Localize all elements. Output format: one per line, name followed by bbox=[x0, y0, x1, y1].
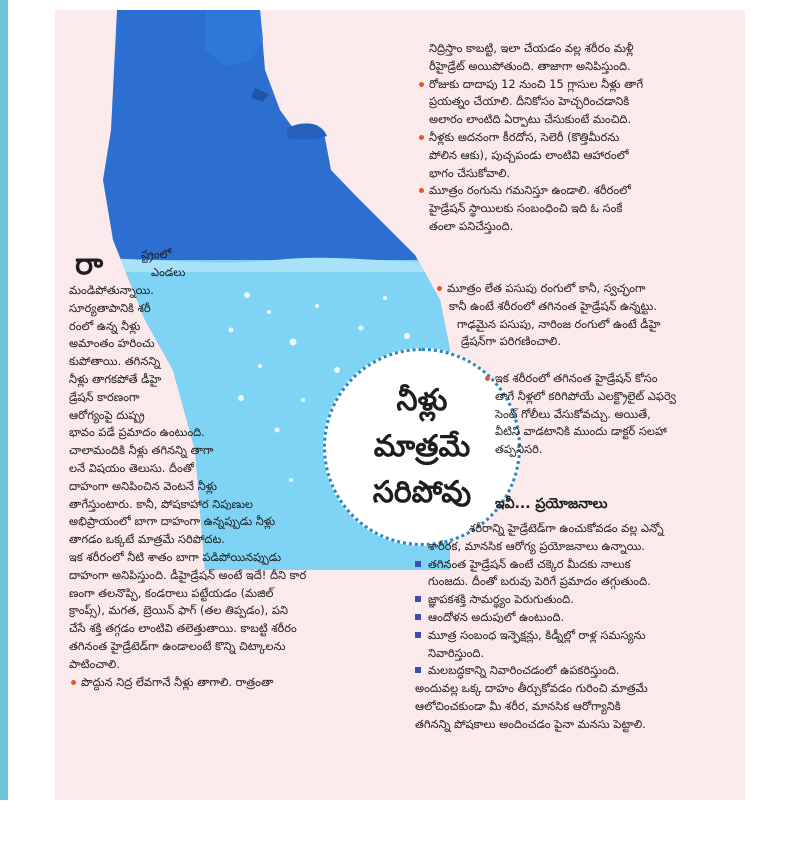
intro-line: ష్ట్రంలో bbox=[141, 247, 172, 261]
benefit-item-line: నివారిస్తుంది. bbox=[428, 645, 485, 660]
benefit-item: మూత్ర సంబంధ ఇన్ఫెక్షన్లు, కిడ్నీల్లో రాళ్ల సమస్యను bbox=[413, 627, 664, 645]
intro-line: పాటించాలి. bbox=[69, 656, 120, 671]
intro-line: తాగేస్తుంటారు. కానీ, పోషకాహార నిపుణుల bbox=[69, 496, 254, 511]
page-edge-accent-bar bbox=[0, 0, 8, 800]
benefits-intro-line: శరీరాన్ని హైడ్రేటెడ్‌గా ఉంచుకోవడం వల్ల ఎన్నో bbox=[469, 521, 664, 535]
intro-line: దాహంగా అనిపిస్తుంది. డీహైడ్రేషన్ అంటే ఇదే! దీని కార bbox=[69, 567, 307, 582]
tips-column-wrap-1 bbox=[435, 280, 660, 351]
tip-line: ప్రయత్నం చేయాలి. దీనికోసం హెచ్చరించడానికి bbox=[429, 94, 630, 109]
intro-line: భావం పడే ప్రమాదం ఉంటుంది. bbox=[69, 425, 205, 440]
closing-line: ఆలోచించకుండా మీ శరీర, మానసిక ఆరోగ్యానికి bbox=[415, 698, 621, 713]
benefit-item-line: గుంజదు. దీంతో బరువు పెరిగే ప్రమాదం తగ్గుతుంది. bbox=[428, 574, 651, 589]
tip-line: భాగం చేసుకోవాలి. bbox=[429, 165, 511, 180]
intro-line: లనే విషయం తెలుసు. దీంతో bbox=[69, 460, 194, 475]
intro-line: అమాంతం హరించు bbox=[69, 336, 155, 351]
benefit-item: తగినంత హైడ్రేషన్ ఉంటే చక్కెర మీదకు నాలుక bbox=[413, 556, 664, 574]
title-line-1: నీళ్లు bbox=[396, 383, 448, 418]
intro-line: క్రాంప్స్), మగత, బ్రెయిన్ ఫాగ్ (తల తిప్పడం), పని bbox=[69, 603, 288, 618]
tip-bullet: రోజుకు దాదాపు 12 నుంచి 15 గ్లాసుల నీళ్లు తాగే bbox=[417, 76, 643, 94]
tip-line: గాఢమైన పసుపు, నారింజ రంగులో ఉంటే డీహై bbox=[457, 316, 661, 331]
tip-bullet: ఇక శరీరంలో తగినంత హైడ్రేషన్ కోసం bbox=[483, 370, 676, 388]
benefits-heading: ఇవీ... ప్రయోజనాలు bbox=[495, 496, 608, 512]
tip-bullet: మూత్రం లేత పసుపు రంగులో కానీ, స్వచ్ఛంగా bbox=[435, 280, 660, 298]
tip-line: రీహైడ్రేట్ అయిపోతుంది. తాజాగా అనిపిస్తుంది. bbox=[429, 58, 631, 73]
tip-line: పోలిన ఆకు), పుచ్చపండు లాంటివి ఆహారంలో bbox=[429, 147, 629, 162]
intro-text bbox=[69, 282, 306, 691]
tip-line: అలారం లాంటిది ఏర్పాటు చేసుకుంటే మంచిది. bbox=[429, 112, 632, 127]
intro-line: తగినంత హైడ్రేటెడ్‌గా ఉండాలంటే కొన్ని చిట్కాలను bbox=[69, 638, 286, 653]
article-page bbox=[55, 10, 745, 800]
intro-line: ఆరోగ్యంపై దుష్ప్ర bbox=[69, 407, 145, 422]
intro-line: సూర్యతాపానికి శరీ bbox=[69, 300, 151, 315]
benefit-item: మలబద్ధకాన్ని నివారించడంలో ఉపకరిస్తుంది. bbox=[413, 662, 664, 680]
intro-line: తాగడం ఒక్కటే మాత్రమే సరిపోదట. bbox=[69, 532, 225, 547]
tip-bullet: పొద్దున నిద్ర లేవగానే నీళ్లు తాగాలి. రాత్రంతా bbox=[69, 674, 306, 692]
tip-line: వీటిని వాడటానికి ముందు డాక్టర్ సలహా bbox=[495, 424, 667, 439]
intro-line: అభిప్రాయంలో బాగా దాహంగా ఉన్నప్పుడు నీళ్లు bbox=[69, 514, 276, 529]
intro-line: డ్రేషన్ కారణంగా bbox=[69, 389, 140, 404]
benefits-intro-line: శారీరక, మానసిక ఆరోగ్య ప్రయోజనాలు ఉన్నాయి. bbox=[428, 538, 645, 553]
intro-line: ణంగా తలనొప్పి, కండరాలు పట్టేయడం (మజిల్ bbox=[69, 585, 274, 600]
tip-bullet: నీళ్లకు అదనంగా కీరదోస, సెలెరీ (కొత్తిమీరను bbox=[417, 129, 643, 147]
intro-line: చాలామందికి నీళ్లు తగినన్ని తాగా bbox=[69, 443, 214, 458]
tip-line: నిద్రిస్తాం కాబట్టి, ఇలా చేయడం వల్ల శరీరం మళ్లీ bbox=[429, 41, 634, 55]
intro-line: ఎండలు bbox=[151, 264, 186, 279]
intro-line: ఇక శరీరంలో నీటి శాతం బాగా పడిపోయినప్పుడు bbox=[69, 549, 282, 564]
tip-line: తాగే నీళ్లలో కరిగిపోయే ఎలక్ట్రొలైట్ ఎఫర్వె bbox=[495, 388, 676, 403]
intro-line: చేసే శక్తి తగ్గడం లాంటివి తలెత్తుతాయి. కాబట్టి శరీరం bbox=[69, 621, 297, 636]
benefit-item: ఆందోళన అదుపులో ఉంటుంది. bbox=[413, 609, 664, 627]
title-line-3: సరిపోవు bbox=[372, 475, 472, 510]
intro-lead bbox=[141, 246, 185, 282]
benefit-item: జ్ఞాపకశక్తి సామర్థ్యం పెరుగుతుంది. bbox=[413, 591, 664, 609]
intro-line: మండిపోతున్నాయి. bbox=[69, 283, 154, 297]
intro-line: కుపోతాయి. తగినన్ని bbox=[69, 354, 161, 369]
title-line-2: మాత్రమే bbox=[373, 429, 471, 464]
closing-line: తగినన్ని పోషకాలు అందించడం పైనా మనసు పెట్టాలి. bbox=[415, 716, 646, 731]
drop-cap: రా bbox=[75, 247, 104, 282]
intro-line: దాహంగా అనిపించిన వెంటనే నీళ్లు bbox=[69, 478, 217, 493]
intro-line: రంలో ఉన్న నీళ్లు bbox=[69, 318, 141, 333]
tip-line: డ్రేషన్‌గా పరిగణించాలి. bbox=[461, 334, 561, 349]
tip-line: తప్పనిసరి. bbox=[495, 442, 543, 457]
tip-line: హైడ్రేషన్ స్థాయిలకు సంబంధించి ఇది ఓ సంకే bbox=[429, 201, 623, 216]
benefits-list bbox=[413, 520, 664, 734]
closing-line: అందువల్ల ఒక్క దాహం తీర్చుకోవడం గురించి మాత్రమే bbox=[415, 681, 648, 696]
tips-column bbox=[417, 40, 643, 236]
tip-bullet: మూత్రం రంగును గమనిస్తూ ఉండాలి. శరీరంలో bbox=[417, 182, 643, 200]
tip-line: సెంట్ గోలీలు వేసుకోవచ్చు. అయితే, bbox=[495, 406, 651, 421]
tip-line: కానీ ఉంటే శరీరంలో తగినంత హైడ్రేషన్ ఉన్నట్టు. bbox=[449, 298, 657, 313]
tips-column-wrap-2 bbox=[483, 370, 676, 459]
intro-line: నీళ్లు తాగకపోతే డీహై bbox=[69, 371, 162, 386]
tip-line: తంలా పనిచేస్తుంది. bbox=[429, 218, 514, 233]
